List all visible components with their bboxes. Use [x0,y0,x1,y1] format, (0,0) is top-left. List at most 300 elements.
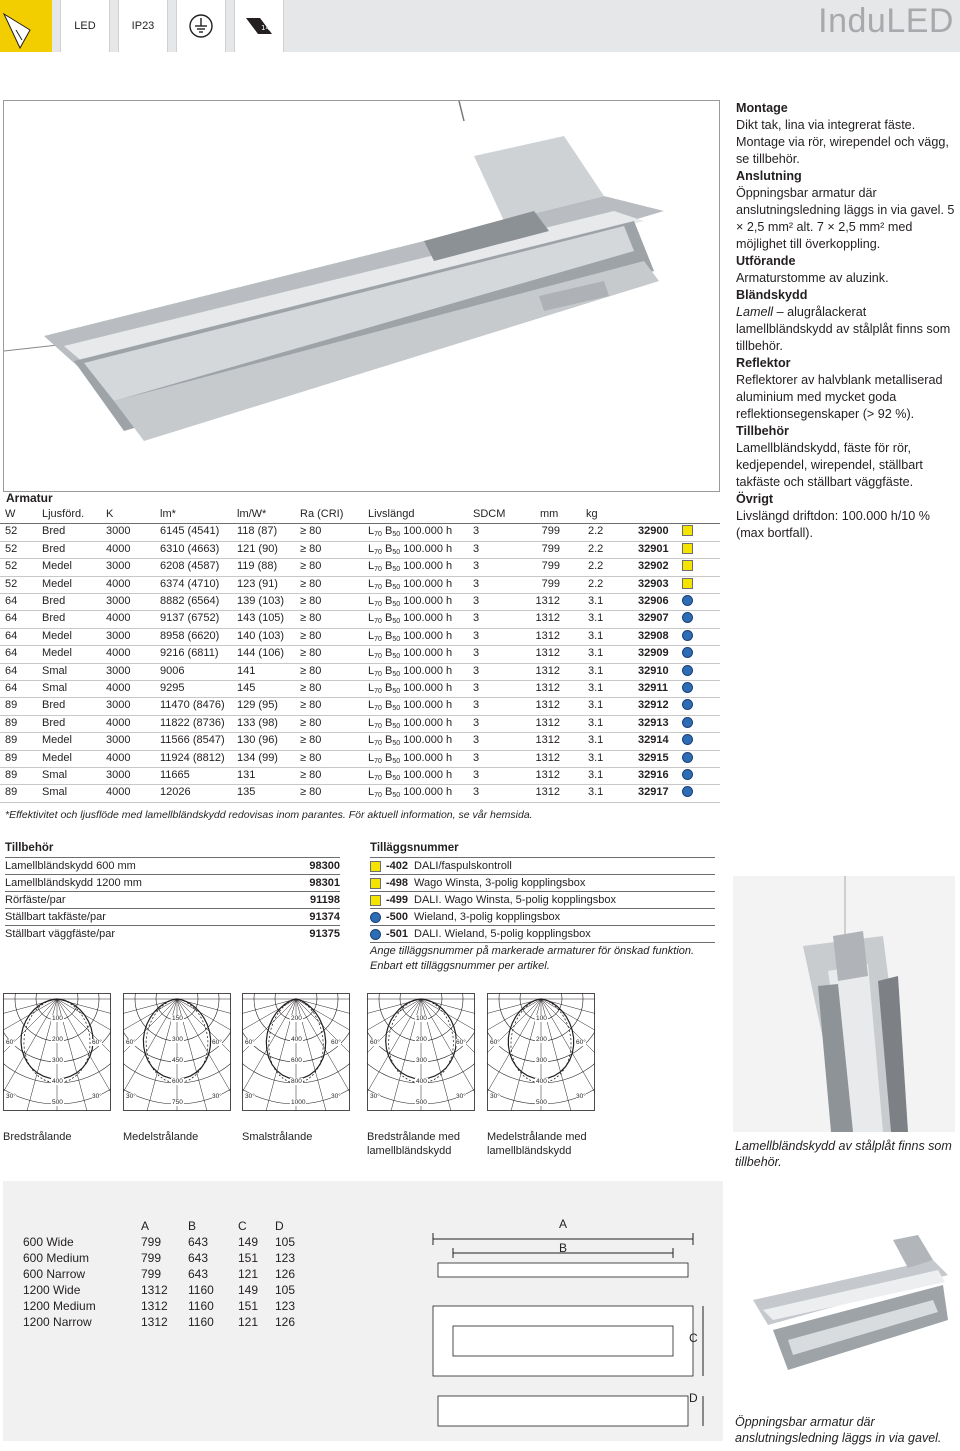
table-cell-kg: 3.1 [588,682,604,694]
blue-circle-marker-icon [682,734,693,745]
lifetime-part: B [384,595,393,607]
polar-ring-label: 200 [291,1015,302,1022]
lifetime-part: B [384,682,393,694]
table-cell-w: 64 [5,612,18,625]
cert-ip-label: IP23 [131,20,155,32]
polar-ring-label: 300 [52,1057,63,1064]
addon-code: -501 [386,928,409,940]
table-cell-lifetime [368,630,452,643]
protection-class-icon [176,0,226,52]
table-cell-lm: 6208 (4587) [160,560,220,573]
dims-header-cell: D [275,1219,284,1233]
table-cell-lifetime [368,578,452,591]
table-cell-sdcm: 3 [473,699,480,712]
lifetime-part: L [368,769,375,781]
table-cell-article: 32908 [638,629,669,642]
polar-ring-label: 400 [291,1036,302,1043]
table-cell-ra: ≥ 80 [300,716,322,729]
table-cell-lmw: 139 (103) [237,595,285,607]
table-cell-type: Smal [42,786,68,799]
table-cell-w: 89 [5,751,18,764]
table-cell-kg: 3.1 [588,699,604,712]
table-cell-lm: 9295 [160,682,185,694]
table-cell-sdcm: 3 [473,612,480,625]
table-cell-k: 4000 [106,716,131,729]
table-cell-article: 32907 [638,612,669,625]
lifetime-part: L [368,786,375,799]
blue-circle-marker-icon [370,912,381,923]
table-cell-lm: 11924 (8812) [160,751,225,764]
dims-cell-d: 105 [275,1235,296,1249]
addon-row [370,874,715,891]
table-cell-lm: 8882 (6564) [160,595,220,607]
section-title-reflektor: Reflektor [736,356,791,370]
section-text-tillbehor: Lamellbländskydd, fäste för rör, kedjependel, wirependel, ställbart takfäste och ställbart väggfäste. [736,441,923,489]
table-cell-lifetime [368,525,452,538]
lifetime-part: 50 [392,740,401,748]
table-cell-kg: 3.1 [588,786,604,799]
table-cell-mm: 1312 [535,612,560,625]
lifetime-part: 50 [392,548,401,556]
section-text-montage: Dikt tak, lina via integrerat fäste. Montage via rör, wirependel och vägg, se tillbehör. [736,118,949,166]
lifetime-part: 70 [374,583,382,591]
table-cell-sdcm: 3 [473,629,480,642]
table-cell-type: Medel [42,560,72,573]
lifetime-part: L [368,629,375,642]
polar-angle-label: 60° [490,1039,500,1046]
lifetime-part: 70 [374,635,382,643]
polar-ring-label: 400 [536,1078,547,1085]
table-cell-w: 52 [5,525,18,538]
dims-cell-b: 643 [188,1267,209,1281]
table-cell-k: 3000 [106,595,131,607]
table-cell-type: Bred [42,595,66,607]
dimensions-panel [3,1181,723,1441]
addon-desc: Wieland, 3-polig kopplingsbox [414,911,561,923]
svg-text:14: 14 [261,24,270,32]
dims-cell-a: 1312 [141,1283,168,1297]
table-row [0,680,720,697]
section-title-tillbehor: Tillbehör [736,424,789,438]
table-cell-lifetime [368,699,452,712]
polar-ring-label: 100 [52,1015,63,1022]
table-cell-sdcm: 3 [473,769,480,781]
table-cell-mm: 799 [541,577,560,590]
table-row [0,784,720,801]
armatur-title: Armatur [6,491,53,505]
lifetime-part: 50 [392,531,401,539]
table-cell-kg: 3.1 [588,751,604,764]
blue-circle-marker-icon [682,682,693,693]
dims-cell-b: 1160 [188,1283,214,1297]
lifetime-part: 70 [374,757,382,765]
section-text-blandskydd-italic: Lamell [736,305,774,319]
lifetime-part: 70 [374,792,382,800]
table-cell-ra: ≥ 80 [300,734,322,747]
polar-angle-label: 30° [212,1093,222,1100]
lifetime-part: 100.000 h [403,525,453,538]
table-cell-mm: 799 [541,542,560,555]
table-cell-lmw: 121 (90) [237,542,278,555]
lifetime-part: B [384,525,393,538]
polar-ring-label: 1000 [291,1099,306,1106]
table-cell-lmw: 135 [237,786,256,799]
table-cell-lifetime [368,786,452,799]
lifetime-part: B [384,542,393,555]
table-cell-lmw: 131 [237,769,256,781]
table-divider [0,802,720,803]
table-cell-w: 64 [5,647,18,660]
dims-cell-c: 151 [238,1299,259,1313]
lifetime-part: L [368,560,375,573]
yellow-square-marker-icon [682,525,693,536]
dims-cell-b: 1160 [188,1315,214,1329]
table-cell-lm: 6374 (4710) [160,577,220,590]
table-cell-k: 4000 [106,682,131,694]
lifetime-part: L [368,612,375,625]
section-text-utforande: Armaturstomme av aluzink. [736,271,889,285]
polar-ring-label: 100 [536,1015,547,1022]
table-cell-lifetime [368,682,452,695]
dims-cell-a: 799 [141,1251,162,1265]
table-row [0,541,720,558]
table-cell-k: 4000 [106,542,131,555]
table-cell-w: 52 [5,542,18,555]
table-cell-kg: 3.1 [588,647,604,660]
lifetime-part: L [368,525,375,538]
table-cell-lmw: 134 (99) [237,751,278,764]
polar-ring-label: 100 [416,1015,427,1022]
polar-diagram-label: Medelstrålande med lamellbländskydd [487,1131,587,1157]
table-cell-type: Bred [42,525,66,538]
table-cell-article: 32912 [638,699,669,712]
table-cell-ra: ≥ 80 [300,542,322,555]
polar-angle-label: 30° [6,1093,16,1100]
table-cell-w: 89 [5,699,18,712]
lifetime-part: L [368,699,375,712]
lifetime-part: 70 [374,740,382,748]
lifetime-part: B [384,751,393,764]
accessory-article: 91198 [310,894,340,906]
section-text-blandskydd-rest: – alugrålackerat lamellbländskydd av stålplåt finns som tillbehör. [736,305,951,353]
polar-diagram [3,993,111,1111]
polar-ring-label: 300 [536,1057,547,1064]
table-cell-lmw: 141 [237,664,256,677]
table-cell-mm: 799 [541,525,560,538]
table-cell-sdcm: 3 [473,525,480,538]
accessories-title: Tillbehör [5,842,54,854]
table-cell-mm: 1312 [535,751,560,764]
blue-circle-marker-icon [682,786,693,797]
lifetime-part: 100.000 h [403,682,453,694]
yellow-square-marker-icon [370,878,381,889]
table-cell-sdcm: 3 [473,682,480,694]
table-cell-k: 4000 [106,612,131,625]
polar-angle-label: 60° [126,1039,136,1046]
table-cell-kg: 3.1 [588,595,604,607]
table-cell-article: 32900 [638,525,669,538]
table-cell-mm: 1312 [535,786,560,799]
product-description [736,100,958,542]
polar-angle-label: 60° [6,1039,16,1046]
table-cell-ra: ≥ 80 [300,577,322,590]
lifetime-part: 50 [392,705,401,713]
table-cell-sdcm: 3 [473,577,480,590]
table-cell-ra: ≥ 80 [300,786,322,799]
polar-angle-label: 30° [331,1093,341,1100]
addon-row [370,925,715,942]
addon-note-1: Ange tilläggsnummer på markerade armaturer för önskad funktion. [370,942,715,959]
polar-ring-label: 600 [172,1078,183,1085]
lifetime-part: 50 [392,635,401,643]
table-cell-kg: 3.1 [588,769,604,781]
lifetime-part: 70 [374,775,382,782]
dims-cell-d: 105 [275,1283,296,1297]
table-cell-mm: 1312 [535,664,560,677]
lifetime-part: 100.000 h [403,612,453,625]
addon-title: Tilläggsnummer [370,842,459,854]
table-cell-lmw: 123 (91) [237,577,278,590]
lifetime-part: B [384,786,393,799]
polar-diagram [123,993,231,1111]
lifetime-part: B [384,577,393,590]
section-text-anslutning: Öppningsbar armatur där anslutningsledning läggs in via gavel. 5 × 2,5 mm² alt. 7 × 2,5 mm² med möjlighet till överkoppling. [736,186,955,251]
addon-code: -499 [386,894,409,906]
section-text-reflektor: Reflektorer av halvblank metalliserad aluminium med mycket goda reflektionsegenskaper (> 92 %). [736,373,943,421]
table-cell-sdcm: 3 [473,734,480,747]
table-cell-ra: ≥ 80 [300,699,322,712]
table-cell-k: 4000 [106,647,131,660]
blue-circle-marker-icon [682,699,693,710]
lifetime-part: 50 [392,775,401,782]
lifetime-part: B [384,629,393,642]
open-caption: Öppningsbar armatur där anslutningsledning läggs in via gavel. [735,1415,942,1445]
brand-title: InduLED [818,2,954,40]
table-cell-article: 32911 [638,682,668,694]
table-header-cell: Ljusförd. [42,508,85,520]
lifetime-part: L [368,577,375,590]
lifetime-part: L [368,664,375,677]
lifetime-part: 100.000 h [403,629,453,642]
lifetime-part: 100.000 h [403,734,453,747]
dims-cell-b: 643 [188,1235,209,1249]
blue-circle-marker-icon [682,630,693,641]
lifetime-part: 70 [374,618,382,626]
table-cell-kg: 2.2 [588,560,604,573]
table-cell-sdcm: 3 [473,647,480,660]
table-cell-lifetime [368,769,452,782]
table-cell-k: 3000 [106,629,131,642]
polar-ring-label: 150 [172,1015,183,1022]
dims-cell-a: 1312 [141,1299,168,1313]
table-cell-w: 52 [5,560,18,573]
yellow-square-marker-icon [682,560,693,571]
table-cell-ra: ≥ 80 [300,525,322,538]
blue-circle-marker-icon [682,665,693,676]
dims-cell-c: 121 [238,1315,259,1329]
lifetime-part: L [368,542,375,555]
table-cell-ra: ≥ 80 [300,769,322,781]
table-cell-article: 32903 [638,577,669,590]
table-cell-lmw: 140 (103) [237,629,285,642]
addon-code: -498 [386,877,409,889]
table-cell-kg: 2.2 [588,577,604,590]
table-cell-ra: ≥ 80 [300,647,322,660]
dims-cell-name: 1200 Wide [23,1283,81,1297]
table-cell-w: 89 [5,786,18,799]
table-cell-article: 32909 [638,647,669,660]
table-row [0,732,720,749]
polar-diagram-label: Bredstrålande med lamellbländskydd [367,1131,460,1157]
lifetime-part: 50 [392,722,401,730]
accessory-row [5,874,340,891]
table-cell-type: Bred [42,612,66,625]
lifetime-part: 100.000 h [403,577,453,590]
lifetime-part: 50 [392,601,401,608]
table-cell-ra: ≥ 80 [300,612,322,625]
table-row [0,576,720,593]
table-cell-lifetime [368,647,452,660]
table-header-cell: lm* [160,508,176,520]
table-cell-mm: 1312 [535,647,560,660]
polar-ring-label: 200 [536,1036,547,1043]
table-cell-mm: 1312 [535,595,560,607]
section-title-blandskydd: Bländskydd [736,288,808,302]
table-cell-w: 89 [5,734,18,747]
table-cell-article: 32916 [638,769,669,781]
table-cell-lm: 11470 (8476) [160,699,225,712]
dim-label-c: C [689,1331,698,1345]
lifetime-part: 70 [374,670,382,678]
yellow-square-marker-icon [682,543,693,554]
dims-header-cell: A [141,1219,150,1233]
table-row [0,697,720,714]
table-cell-article: 32917 [638,786,669,799]
polar-angle-label: 30° [245,1093,255,1100]
polar-angle-label: 60° [331,1039,341,1046]
lifetime-part: 100.000 h [403,664,453,677]
table-cell-k: 4000 [106,751,131,764]
dims-header-cell: C [238,1219,247,1233]
addon-note-2: Enbart ett tilläggsnummer per artikel. [370,960,550,972]
lifetime-part: 100.000 h [403,716,453,729]
dims-cell-name: 1200 Medium [23,1299,96,1313]
yellow-square-marker-icon [370,895,381,906]
accessory-row [5,925,340,942]
lifetime-part: 50 [392,566,401,574]
table-cell-type: Bred [42,716,66,729]
polar-diagram [367,993,475,1111]
polar-ring-label: 200 [416,1036,427,1043]
blue-circle-marker-icon [682,595,693,606]
polar-ring-label: 300 [172,1036,183,1043]
polar-ring-label: 500 [536,1099,547,1106]
table-cell-k: 3000 [106,560,131,573]
polar-ring-label: 600 [291,1057,302,1064]
table-cell-article: 32914 [638,734,669,747]
table-cell-lifetime [368,717,452,730]
cert-led [60,0,110,52]
lifetime-part: 70 [374,705,382,713]
table-cell-lm: 11566 (8547) [160,734,225,747]
table-cell-mm: 1312 [535,769,560,781]
table-cell-kg: 3.1 [588,629,604,642]
table-row [0,523,720,540]
table-cell-k: 3000 [106,525,131,538]
table-cell-lm: 11822 (8736) [160,716,225,729]
open-luminaire-photo [733,1200,955,1410]
table-cell-lm: 9006 [160,664,185,677]
polar-angle-label: 60° [456,1039,466,1046]
table-cell-article: 32901 [638,542,669,555]
table-row [0,750,720,767]
table-cell-lmw: 118 (87) [237,525,278,538]
table-cell-k: 4000 [106,786,131,799]
lifetime-part: 100.000 h [403,751,453,764]
table-cell-lifetime [368,612,452,625]
table-cell-lm: 9216 (6811) [160,647,219,660]
ball-proof-icon [234,0,284,52]
dims-cell-name: 600 Medium [23,1251,90,1265]
polar-angle-label: 30° [92,1093,102,1100]
table-cell-lifetime [368,560,452,573]
polar-angle-label: 30° [370,1093,380,1100]
table-row [0,645,720,662]
table-cell-sdcm: 3 [473,786,480,799]
dims-cell-a: 799 [141,1267,162,1281]
table-header-row [0,506,720,523]
table-header-cell: SDCM [473,508,506,520]
polar-diagram-label: Medelstrålande [123,1131,199,1143]
polar-ring-label: 400 [416,1078,427,1085]
blue-circle-marker-icon [682,717,693,728]
table-cell-lmw: 133 (98) [237,716,278,729]
table-cell-type: Medel [42,734,72,747]
accessory-row [5,908,340,925]
addon-desc: DALI/faspulskontroll [414,860,512,872]
lifetime-part: 100.000 h [403,647,453,660]
dims-cell-b: 1160 [188,1299,214,1313]
lifetime-part: B [384,647,393,660]
polar-diagram [242,993,350,1111]
table-cell-article: 32913 [638,716,669,729]
accessory-article: 98300 [309,860,340,872]
table-row [0,767,720,784]
table-header-cell: lm/W* [237,508,267,520]
polar-angle-label: 60° [212,1039,222,1046]
table-cell-w: 89 [5,769,18,781]
dim-label-d: D [689,1391,698,1405]
table-row [0,593,720,610]
product-icon [0,0,52,52]
blue-circle-marker-icon [370,929,381,940]
table-cell-w: 64 [5,629,18,642]
table-cell-k: 3000 [106,734,131,747]
dims-cell-a: 799 [141,1235,162,1249]
table-cell-mm: 799 [541,560,560,573]
table-cell-lifetime [368,734,452,747]
table-cell-lifetime [368,752,452,765]
dims-cell-name: 600 Wide [23,1235,74,1249]
polar-ring-label: 750 [172,1099,183,1106]
table-cell-lifetime [368,543,452,556]
table-cell-kg: 3.1 [588,664,604,677]
accessory-article: 91374 [309,911,340,923]
table-cell-k: 3000 [106,699,131,712]
dims-cell-name: 1200 Narrow [23,1315,92,1329]
table-cell-mm: 1312 [535,629,560,642]
accessory-name: Ställbart väggfäste/par [5,928,116,940]
